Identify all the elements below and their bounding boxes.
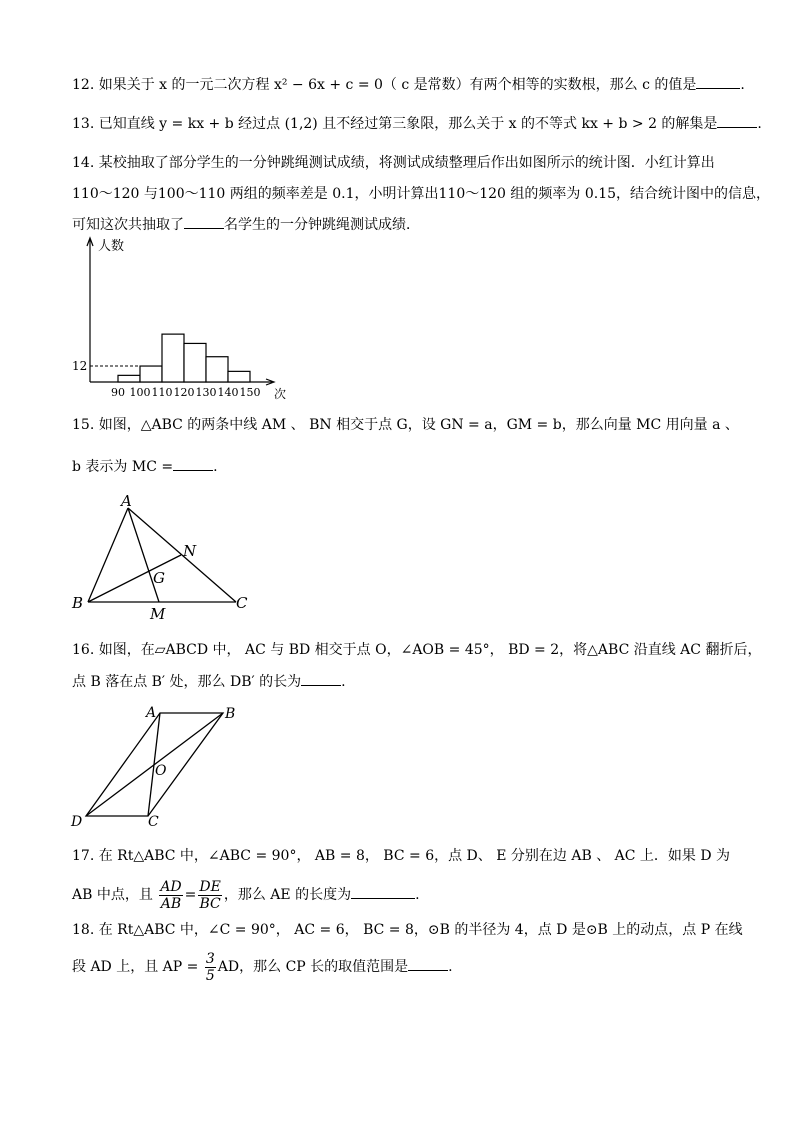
- q17-text-a: AB 中点，且: [72, 887, 153, 903]
- answer-blank[interactable]: [184, 214, 224, 229]
- histogram-bar: [206, 357, 228, 382]
- q17-text-b: ，那么 AE 的长度为: [223, 887, 352, 903]
- fraction-denominator: 5: [205, 967, 215, 984]
- fraction-denominator: BC: [199, 895, 221, 912]
- q14-text-b: 名学生的一分钟跳绳测试成绩．: [224, 217, 420, 233]
- q12-text: 12. 如果关于 x 的一元二次方程 x² − 6x + c = 0（ c 是常数）有两个相等的实数根，那么 c 的值是: [72, 77, 697, 93]
- label-a: A: [146, 705, 157, 721]
- label-c: C: [236, 594, 248, 612]
- histogram-bar: [140, 366, 162, 382]
- x-tick-label: 140: [217, 386, 239, 399]
- question-17-line-1: 17. 在 Rt△ABC 中，∠ABC = 90°， AB = 8， BC = 6，点 D、 E 分别在边 AB 、 AC 上．如果 D 为: [72, 848, 731, 864]
- label-m: M: [150, 605, 166, 623]
- label-g: G: [153, 569, 165, 587]
- q12-period: .: [740, 77, 745, 93]
- answer-blank[interactable]: [696, 74, 740, 89]
- y-axis-label: 人数: [98, 239, 125, 254]
- label-b: B: [72, 594, 84, 612]
- triangle-figure: [66, 492, 266, 624]
- answer-blank[interactable]: [173, 456, 213, 471]
- q13-period: .: [757, 116, 762, 132]
- x-tick-label: 100: [129, 386, 151, 399]
- x-axis-label: 次: [274, 387, 287, 401]
- answer-blank[interactable]: [301, 671, 341, 686]
- q17-period: .: [415, 887, 420, 903]
- question-15-line-2: [72, 456, 218, 477]
- label-n: N: [183, 542, 197, 560]
- q14-text-a: 可知这次共抽取了: [72, 217, 184, 233]
- q18-period: .: [448, 959, 453, 975]
- fraction-ad-ab: [159, 879, 182, 912]
- y-tick-label: 12: [72, 359, 88, 374]
- fraction-numerator: 3: [205, 950, 215, 967]
- question-14-line-1: 14. 某校抽取了部分学生的一分钟跳绳测试成绩，将测试成绩整理后作出如图所示的统计图．小红计算出: [72, 155, 715, 171]
- x-tick-label: 150: [239, 386, 261, 399]
- histogram-marks: [72, 238, 286, 401]
- x-tick-label: 120: [173, 386, 195, 399]
- x-tick-label: 90: [111, 386, 125, 399]
- histogram-bar: [162, 334, 184, 382]
- fraction-denominator: AB: [160, 895, 182, 912]
- q18-text-a: 段 AD 上，且 AP =: [72, 959, 199, 975]
- answer-blank[interactable]: [408, 956, 448, 971]
- fraction-numerator: AD: [160, 878, 182, 895]
- question-15-line-1: 15. 如图，△ABC 的两条中线 AM 、 BN 相交于点 G，设 GN = a，GM = b，那么向量 MC 用向量 a 、: [72, 417, 739, 433]
- equals-sign: =: [184, 887, 197, 903]
- label-c: C: [148, 814, 159, 830]
- q16-text-a: 点 B 落在点 B′ 处，那么 DB′ 的长为: [72, 674, 302, 690]
- histogram: [70, 232, 290, 404]
- question-14-line-2: 110～120 与100～110 两组的频率差是 0.1，小明计算出110～120 组的频率为 0.15，结合统计图中的信息，: [72, 186, 771, 202]
- question-12: [72, 74, 745, 95]
- side-ab: [88, 508, 128, 602]
- q18-text-b: AD，那么 CP 长的取值范围是: [217, 959, 409, 975]
- question-18-line-2: [72, 946, 453, 988]
- label-a: A: [121, 492, 132, 510]
- q15-text-a: b 表示为 MC =: [72, 459, 174, 475]
- median-bn: [88, 555, 181, 602]
- question-17-line-2: [72, 874, 420, 916]
- histogram-bar: [228, 371, 250, 382]
- q15-period: .: [213, 459, 218, 475]
- answer-blank[interactable]: [351, 884, 415, 899]
- q13-text: 13. 已知直线 y = kx + b 经过点 (1,2) 且不经过第三象限，那么关于 x 的不等式 kx + b > 2 的解集是: [72, 116, 718, 132]
- question-13: [72, 113, 762, 134]
- x-tick-label: 130: [195, 386, 217, 399]
- label-b: B: [225, 706, 236, 722]
- label-d: D: [71, 814, 83, 830]
- histogram-bar: [184, 343, 206, 382]
- question-16-line-2: [72, 671, 346, 692]
- label-o: O: [155, 763, 167, 779]
- q16-period: .: [341, 674, 346, 690]
- x-tick-label: 110: [151, 386, 173, 399]
- side-ac: [128, 508, 236, 602]
- fraction-de-bc: [198, 879, 221, 912]
- question-16-line-1: 16. 如图，在▱ABCD 中， AC 与 BD 相交于点 O，∠AOB = 45°， BD = 2，将△ABC 沿直线 AC 翻折后，: [72, 642, 762, 658]
- answer-blank[interactable]: [717, 113, 757, 128]
- histogram-bar: [118, 375, 140, 382]
- question-18-line-1: 18. 在 Rt△ABC 中，∠C = 90°， AC = 6， BC = 8，⊙B 的半径为 4，点 D 是⊙B 上的动点，点 P 在线: [72, 922, 743, 938]
- fraction-3-5: [205, 951, 216, 984]
- fraction-numerator: DE: [199, 878, 221, 895]
- parallelogram-figure: [68, 700, 248, 830]
